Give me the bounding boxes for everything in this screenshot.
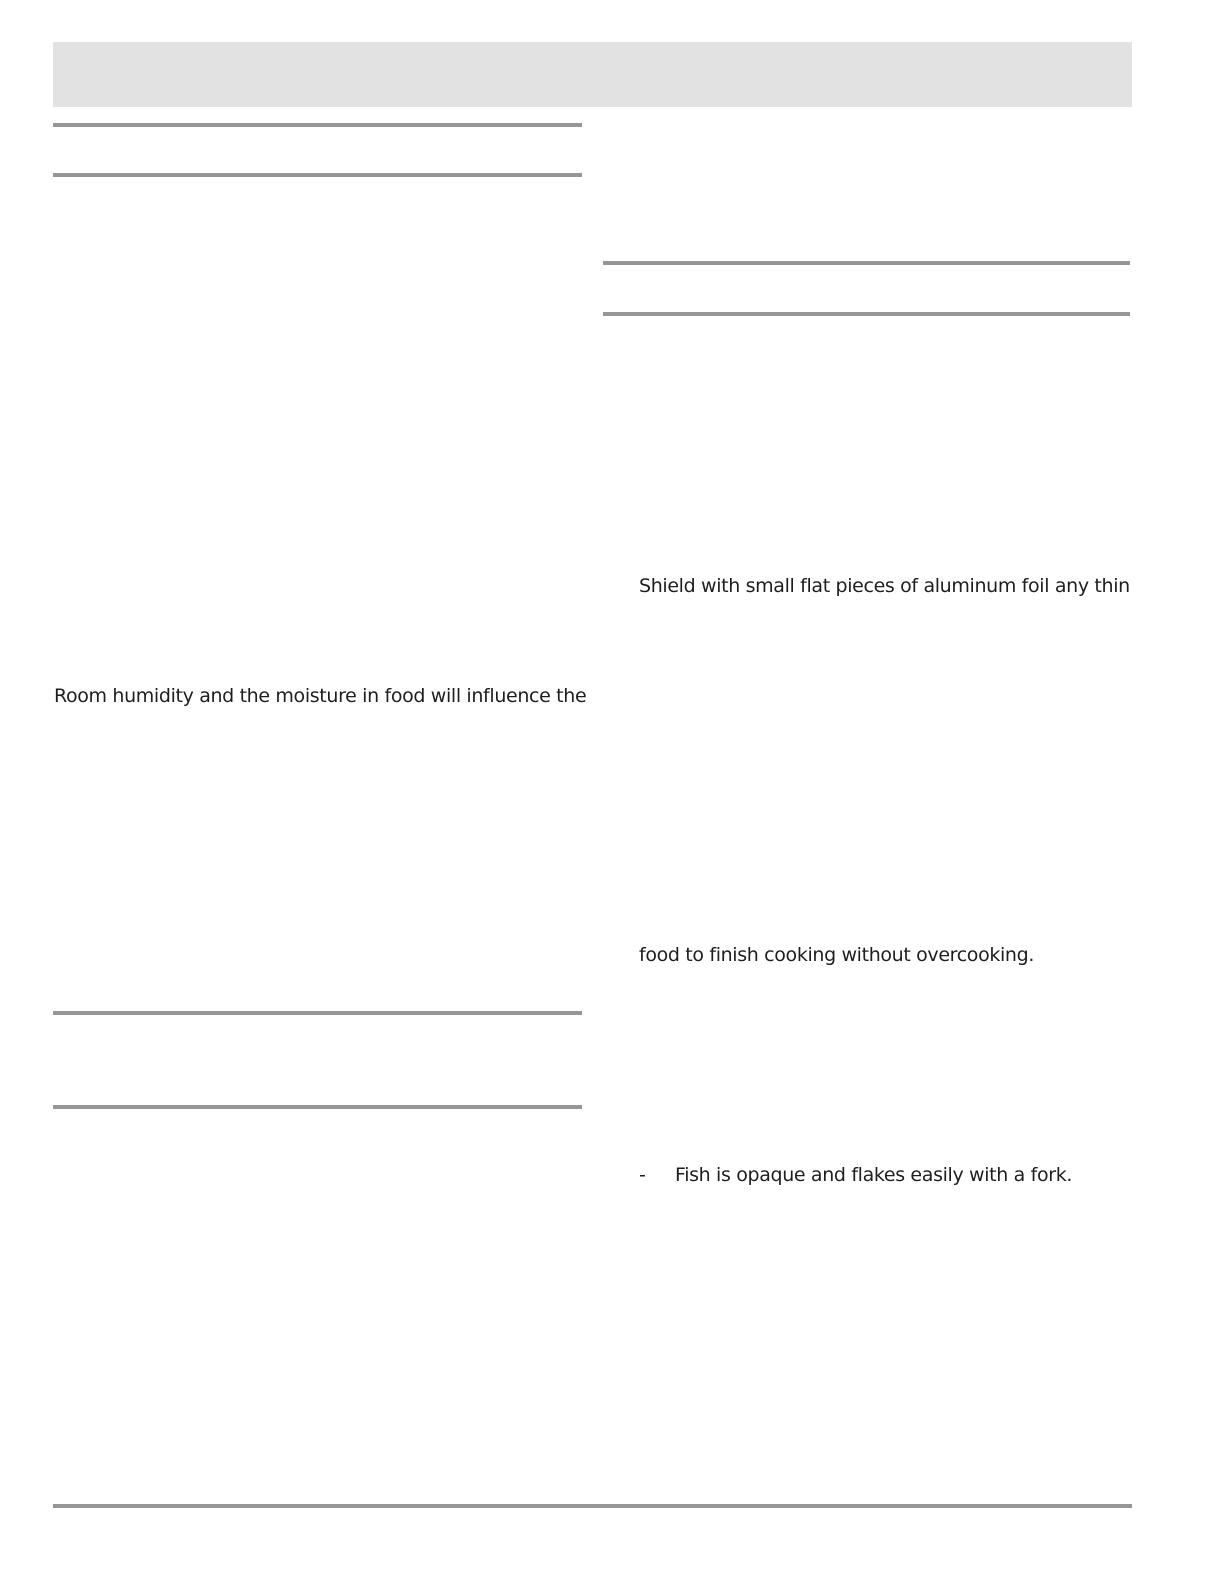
section-rule xyxy=(53,173,582,177)
section-rule xyxy=(603,261,1130,265)
section-rule xyxy=(53,1011,582,1015)
section-rule xyxy=(53,123,582,127)
section-rule xyxy=(53,1105,582,1109)
fish-doneness-bullet-text: Fish is opaque and flakes easily with a fork. xyxy=(675,1164,1073,1186)
bullet-marker: - xyxy=(639,1164,646,1186)
header-band xyxy=(53,42,1132,107)
section-rule xyxy=(603,312,1130,316)
shield-text-line: Shield with small flat pieces of aluminum foil any thin xyxy=(639,575,1130,597)
finish-cooking-text-line: food to finish cooking without overcooking. xyxy=(639,944,1035,966)
humidity-text-line: Room humidity and the moisture in food will influence the xyxy=(54,685,587,707)
footer-rule xyxy=(53,1504,1132,1508)
